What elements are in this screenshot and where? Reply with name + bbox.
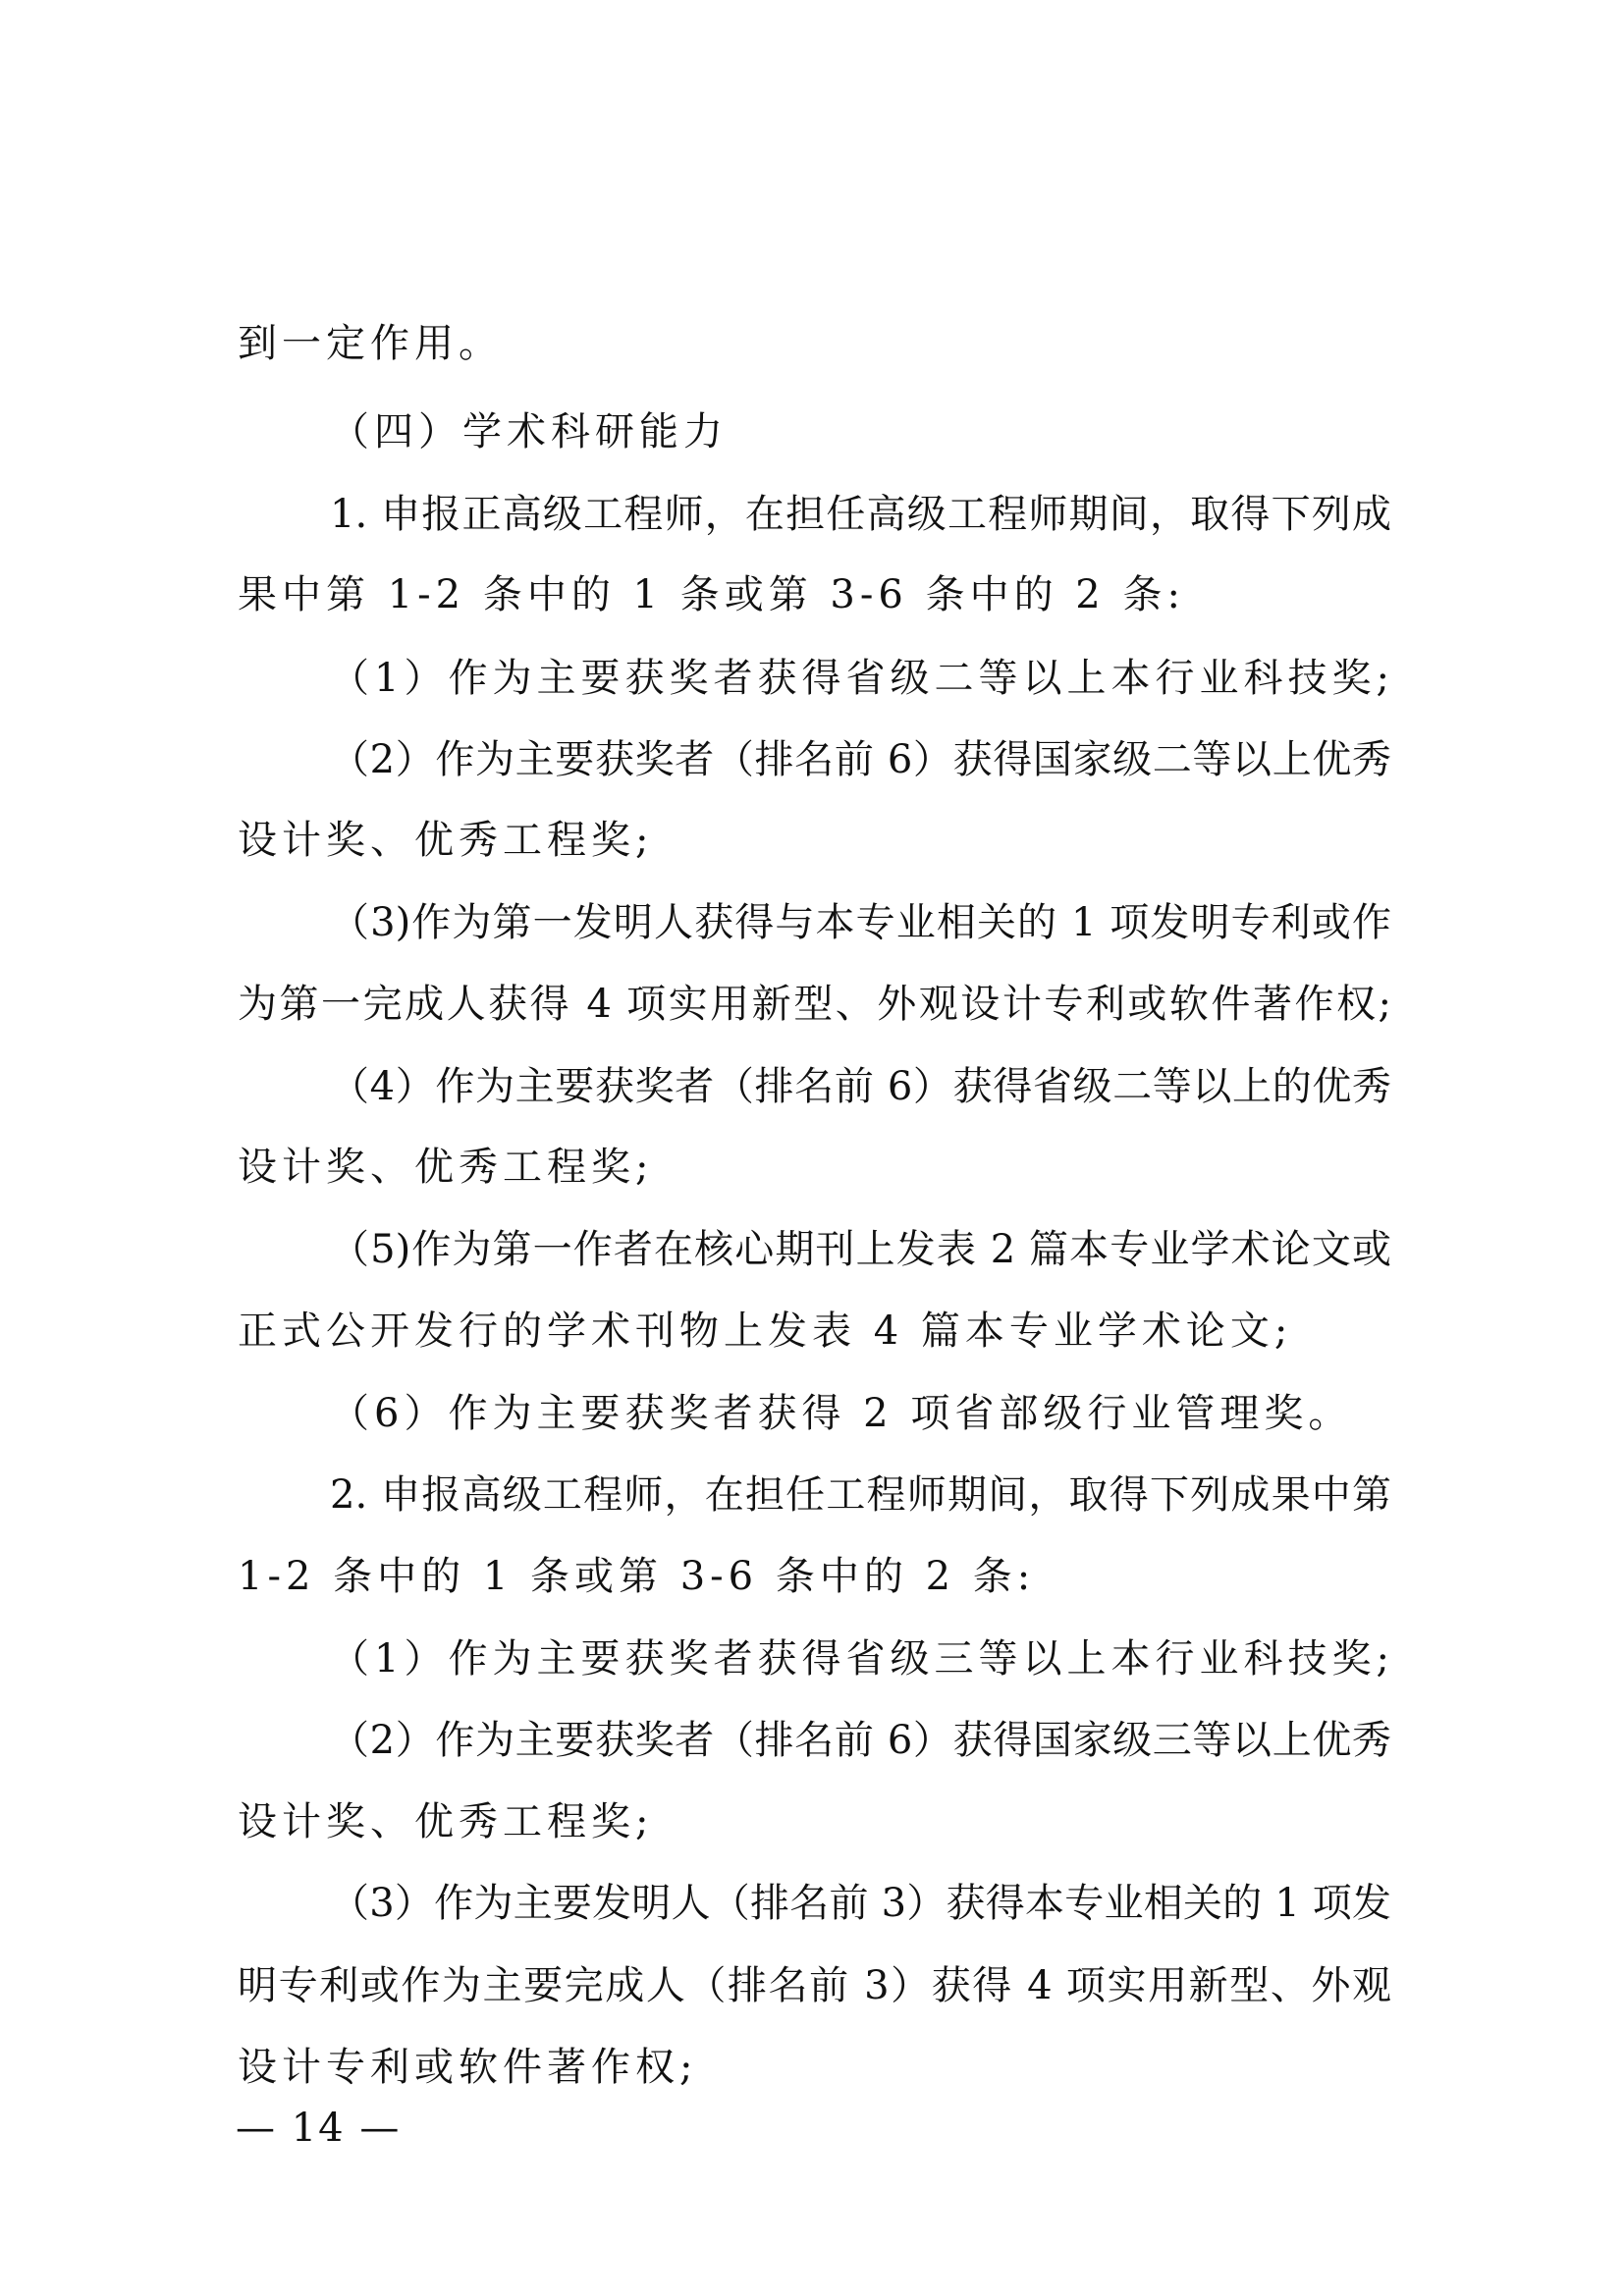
text-line: 设计专利或软件著作权;	[238, 2045, 698, 2090]
list-item: （1）作为主要获奖者获得省级三等以上本行业科技奖;	[330, 1636, 1394, 1682]
text-line: 果中第 1-2 条中的 1 条或第 3-6 条中的 2 条:	[238, 572, 1185, 617]
text-line: 设计奖、优秀工程奖;	[238, 818, 654, 863]
text-line: 明专利或作为主要完成人（排名前 3）获得 4 项实用新型、外观	[238, 1963, 1391, 2008]
list-item: （3）作为主要发明人（排名前 3）获得本专业相关的 1 项发	[330, 1881, 1391, 1926]
text-line: 为第一完成人获得 4 项实用新型、外观设计专利或软件著作权;	[238, 982, 1391, 1027]
list-item: （3)作为第一发明人获得与本专业相关的 1 项发明专利或作	[330, 900, 1391, 945]
list-item: （4）作为主要获奖者（排名前 6）获得省级二等以上的优秀	[330, 1064, 1391, 1109]
text-line: 1-2 条中的 1 条或第 3-6 条中的 2 条:	[238, 1554, 1036, 1599]
page-number: — 14 —	[236, 2106, 402, 2151]
section-heading: （四）学术科研能力	[330, 409, 728, 454]
list-item: （6）作为主要获奖者获得 2 项省部级行业管理奖。	[330, 1391, 1353, 1436]
text-line: 正式公开发行的学术刊物上发表 4 篇本专业学术论文;	[238, 1308, 1293, 1354]
text-line: 到一定作用。	[238, 321, 503, 366]
list-item: （1）作为主要获奖者获得省级二等以上本行业科技奖;	[330, 656, 1394, 701]
text-line: 2. 申报高级工程师，在担任工程师期间，取得下列成果中第	[330, 1472, 1391, 1518]
text-line: 1. 申报正高级工程师，在担任高级工程师期间，取得下列成	[330, 492, 1391, 537]
text-line: 设计奖、优秀工程奖;	[238, 1145, 654, 1190]
list-item: （2）作为主要获奖者（排名前 6）获得国家级三等以上优秀	[330, 1718, 1391, 1763]
list-item: （2）作为主要获奖者（排名前 6）获得国家级二等以上优秀	[330, 737, 1391, 782]
text-line: 设计奖、优秀工程奖;	[238, 1799, 654, 1844]
list-item: （5)作为第一作者在核心期刊上发表 2 篇本专业学术论文或	[330, 1227, 1391, 1272]
